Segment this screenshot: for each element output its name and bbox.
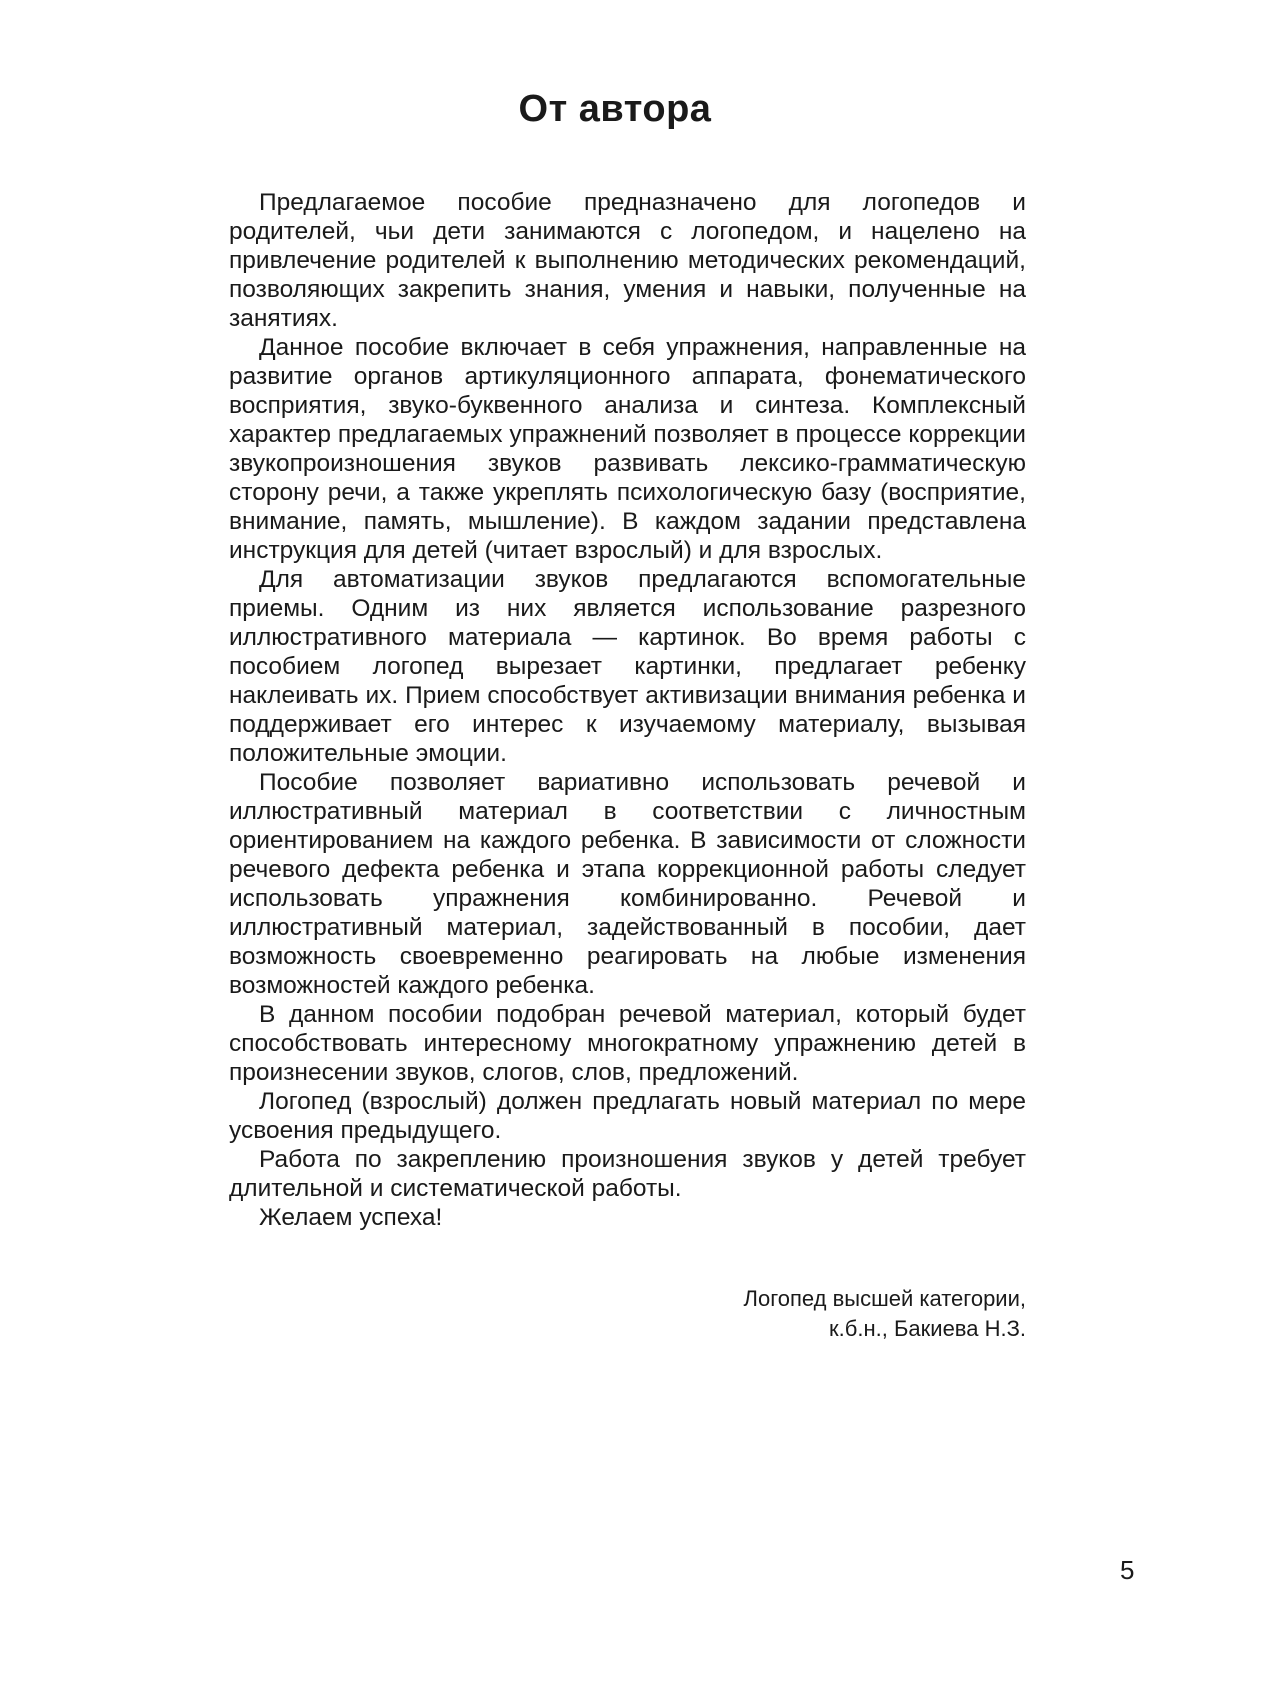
paragraph-5: В данном пособии подобран речевой материал, который будет способствовать интересному многократному упражнению детей в произнесении звуков, слогов, слов, предложений. bbox=[229, 1001, 1026, 1086]
page-title: От автора bbox=[518, 88, 712, 130]
paragraph-3: Для автоматизации звуков предлагаются вспомогательные приемы. Одним из них является использование разрезного иллюстративного материала — картинок. Во время работы с пособием логопед вырезает картинки, предлагает ребенку наклеивать их. Прием способствует активизации внимания ребенка и поддерживает его интерес к изучаемому материалу, вызывая положительные эмоции. bbox=[229, 566, 1026, 767]
body-text bbox=[229, 188, 1026, 1232]
page-number: 5 bbox=[1120, 1555, 1135, 1585]
paragraph-8: Желаем успеха! bbox=[259, 1204, 443, 1231]
author-signature bbox=[600, 1284, 1026, 1344]
paragraph-2: Данное пособие включает в себя упражнения, направленные на развитие органов артикуляционного аппарата, фонематического восприятия, звуко-буквенного анализа и синтеза. Комплексный характер предлагаемых упражнений позволяет в процессе коррекции звукопроизношения звуков развивать лексико-грамматическую сторону речи, а также укреплять психологическую базу (восприятие, внимание, память, мышление). В каждом задании представлена инструкция для детей (читает взрослый) и для взрослых. bbox=[229, 334, 1026, 564]
signature-line-title: Логопед высшей категории, bbox=[743, 1286, 1026, 1311]
signature-line-name: к.б.н., Бакиева Н.З. bbox=[829, 1316, 1026, 1341]
paragraph-1: Предлагаемое пособие предназначено для логопедов и родителей, чьи дети занимаются с логопедом, и нацелено на привлечение родителей к выполнению методических рекомендаций, позволяющих закрепить знания, умения и навыки, полученные на занятиях. bbox=[229, 189, 1026, 332]
paragraph-7: Работа по закреплению произношения звуков у детей требует длительной и систематической работы. bbox=[229, 1146, 1026, 1202]
paragraph-6: Логопед (взрослый) должен предлагать новый материал по мере усвоения предыдущего. bbox=[229, 1088, 1026, 1144]
paragraph-4: Пособие позволяет вариативно использовать речевой и иллюстративный материал в соответствии с личностным ориентированием на каждого ребенка. В зависимости от сложности речевого дефекта ребенка и этапа коррекционной работы следует использовать упражнения комбинированно. Речевой и иллюстративный материал, задействованный в пособии, дает возможность своевременно реагировать на любые изменения возможностей каждого ребенка. bbox=[229, 769, 1026, 999]
